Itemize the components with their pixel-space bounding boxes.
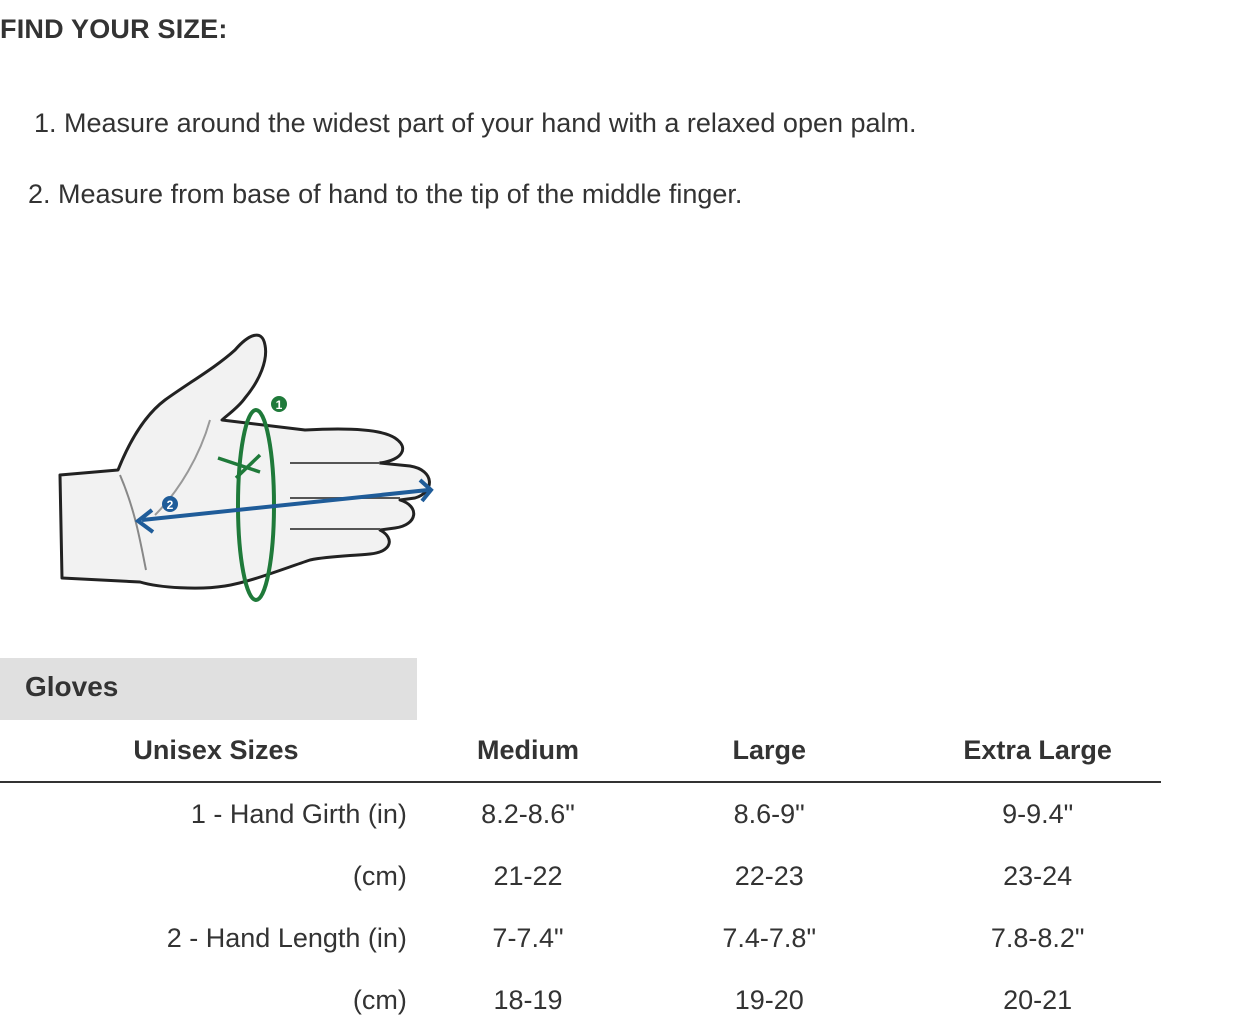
table-cell: 8.2-8.6" bbox=[481, 798, 575, 829]
column-header: Large bbox=[624, 720, 914, 782]
hand-measurement-illustration bbox=[50, 320, 450, 610]
section-title: Gloves bbox=[25, 671, 119, 702]
gloves-section-header bbox=[0, 658, 417, 720]
table-cell: 23-24 bbox=[1003, 860, 1073, 891]
table-cell: 20-21 bbox=[1003, 984, 1073, 1015]
size-chart-table bbox=[0, 720, 1161, 1031]
table-cell: 21-22 bbox=[493, 860, 563, 891]
instruction-step-1: 1. Measure around the widest part of your hand with a relaxed open palm. bbox=[34, 108, 917, 138]
marker-2-label: 2 bbox=[166, 498, 174, 512]
marker-1-label: 1 bbox=[275, 398, 283, 412]
row-label: 2 - Hand Length (in) bbox=[166, 922, 407, 953]
column-header: Unisex Sizes bbox=[0, 720, 432, 782]
table-cell: 7.4-7.8" bbox=[722, 922, 817, 953]
table-row bbox=[0, 782, 1161, 845]
table-row bbox=[0, 845, 1161, 907]
instruction-step-2: 2. Measure from base of hand to the tip of the middle finger. bbox=[28, 179, 743, 209]
table-header-row bbox=[0, 720, 1161, 782]
table-cell: 7-7.4" bbox=[492, 922, 564, 953]
table-row bbox=[0, 969, 1161, 1031]
hand-outline bbox=[60, 335, 429, 588]
table-cell: 8.6-9" bbox=[733, 798, 805, 829]
table-cell: 18-19 bbox=[493, 984, 563, 1015]
page-title: FIND YOUR SIZE: bbox=[0, 14, 228, 44]
table-cell: 9-9.4" bbox=[1002, 798, 1074, 829]
column-header: Extra Large bbox=[914, 720, 1161, 782]
table-row bbox=[0, 907, 1161, 969]
row-label: 1 - Hand Girth (in) bbox=[190, 798, 407, 829]
table-cell: 19-20 bbox=[734, 984, 804, 1015]
table-cell: 22-23 bbox=[734, 860, 804, 891]
row-label: (cm) bbox=[352, 984, 407, 1015]
column-header: Medium bbox=[432, 720, 624, 782]
row-label: (cm) bbox=[352, 860, 407, 891]
table-cell: 7.8-8.2" bbox=[990, 922, 1085, 953]
